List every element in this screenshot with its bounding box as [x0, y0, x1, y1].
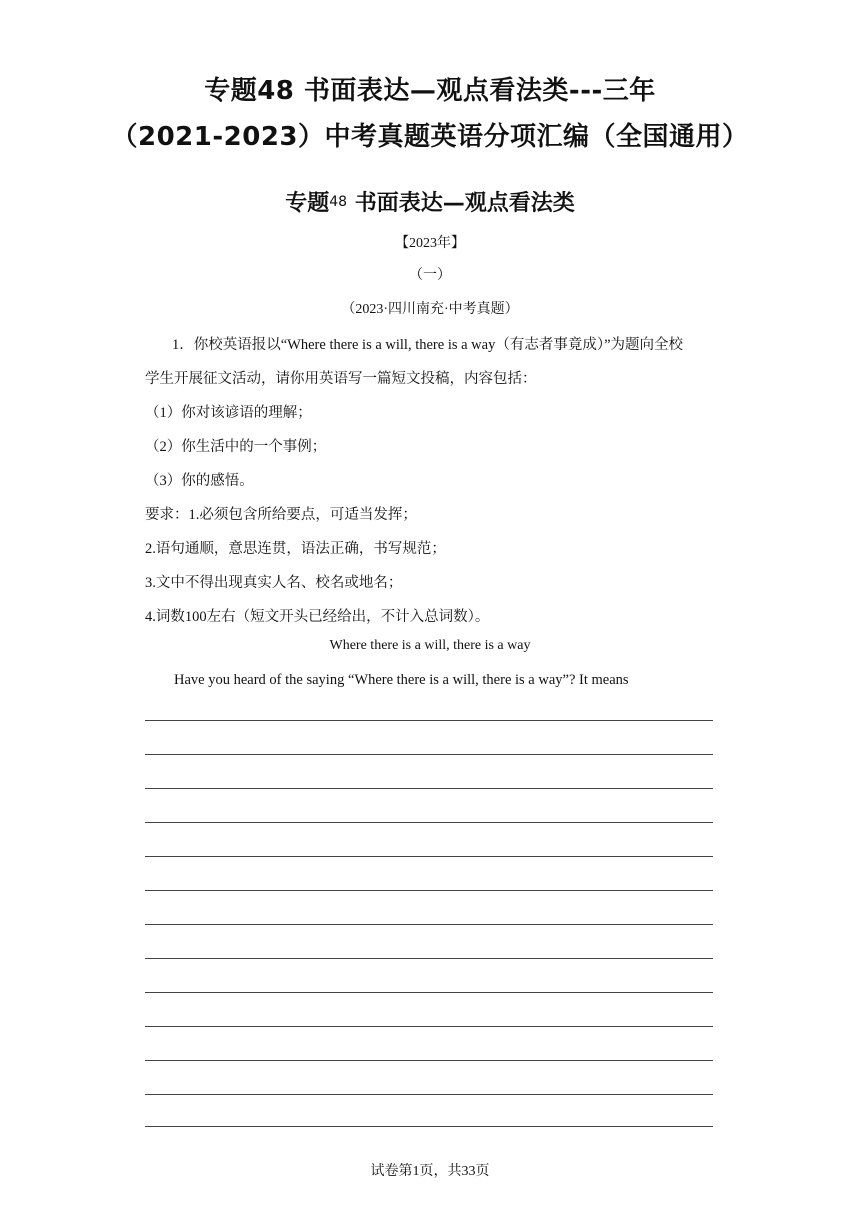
answer-line[interactable]: [145, 754, 713, 755]
answer-line[interactable]: [145, 788, 713, 789]
answer-line[interactable]: [145, 1026, 713, 1027]
question-source: （2023·四川南充·中考真题）: [341, 302, 519, 317]
page-footer: 试卷第1页，共33页: [370, 1164, 490, 1179]
section-title: [0, 186, 860, 217]
section-title-prefix: 专题: [285, 191, 330, 216]
answer-line[interactable]: [145, 992, 713, 993]
requirement-3: 3.文中不得出现真实人名、校名或地名；: [145, 575, 403, 591]
answer-line[interactable]: [145, 890, 713, 891]
question-prompt-line-1: 1．你校英语报以“Where there is a will, there is a way（有志者事竟成）”为题向全校: [172, 337, 684, 353]
document-title-line-1: 专题48 书面表达—观点看法类---三年: [204, 76, 656, 106]
year-label: 【2023年】: [395, 236, 465, 251]
question-prompt-line-2: 学生开展征文活动，请你用英语写一篇短文投稿，内容包括：: [145, 371, 537, 387]
essay-opening: Have you heard of the saying “Where there is a will, there is a way”? It means: [174, 672, 629, 688]
answer-line[interactable]: [145, 720, 713, 721]
content-point-2: （2）你生活中的一个事例；: [145, 439, 327, 455]
requirement-1: 要求：1.必须包含所给要点，可适当发挥；: [145, 507, 417, 523]
section-title-number: 48: [329, 194, 348, 210]
essay-title: Where there is a will, there is a way: [329, 638, 531, 653]
answer-line[interactable]: [145, 1094, 713, 1095]
content-point-3: （3）你的感悟。: [145, 473, 254, 489]
answer-line[interactable]: [145, 924, 713, 925]
document-title-line-2: （2021-2023）中考真题英语分项汇编（全国通用）: [111, 122, 749, 152]
content-point-1: （1）你对该谚语的理解；: [145, 405, 312, 421]
answer-line[interactable]: [145, 822, 713, 823]
answer-line[interactable]: [145, 856, 713, 857]
requirement-4: 4.词数100左右（短文开头已经给出，不计入总词数）。: [145, 609, 490, 625]
part-label: （一）: [409, 268, 451, 283]
requirement-2: 2.语句通顺，意思连贯，语法正确，书写规范；: [145, 541, 446, 557]
answer-line[interactable]: [145, 1060, 713, 1061]
answer-line[interactable]: [145, 1126, 713, 1127]
answer-line[interactable]: [145, 958, 713, 959]
section-title-suffix: 书面表达—观点看法类: [354, 191, 575, 216]
